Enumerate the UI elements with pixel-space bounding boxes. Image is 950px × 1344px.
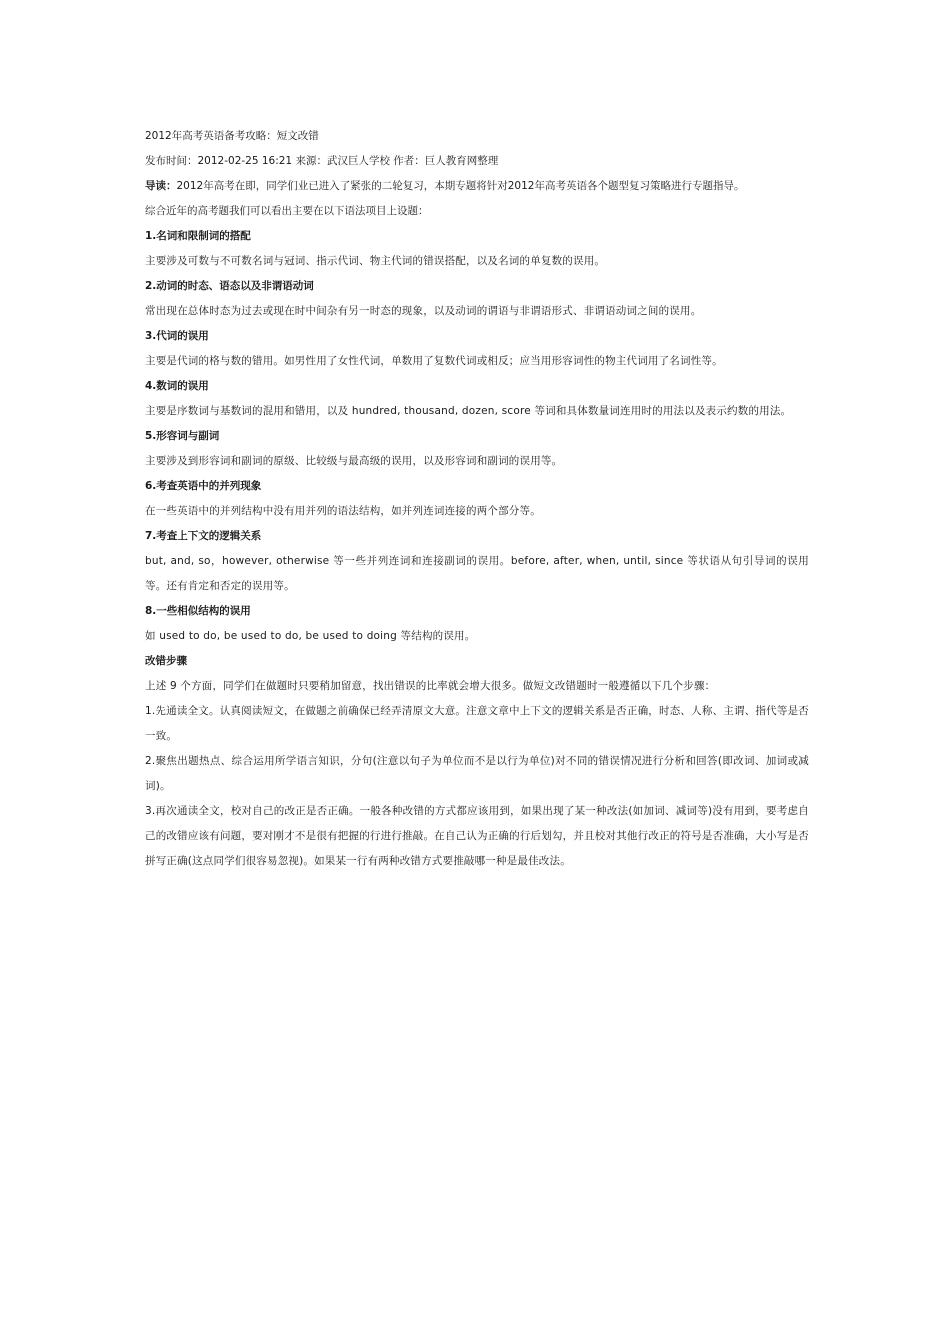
section-heading-1: 1.名词和限制词的搭配: [145, 230, 251, 242]
document-page: [145, 124, 809, 874]
article-title: 2012年高考英语备考攻略：短文改错: [145, 130, 319, 142]
section-heading-7: 7.考查上下文的逻辑关系: [145, 530, 262, 542]
section-heading-8: 8.一些相似结构的误用: [145, 605, 251, 617]
section-text-3: 主要是代词的格与数的错用。如男性用了女性代词，单数用了复数代词或相反；应当用形容词性的物主代词用了名词性等。: [145, 355, 723, 367]
section-text-6: 在一些英语中的并列结构中没有用并列的语法结构，如并列连词连接的两个部分等。: [145, 505, 541, 517]
steps-intro: 上述 9 个方面，同学们在做题时只要稍加留意，找出错误的比率就会增大很多。做短文改错题时一般遵循以下几个步骤：: [145, 680, 716, 692]
article-meta: 发布时间：2012-02-25 16:21 来源：武汉巨人学校 作者：巨人教育网整理: [145, 155, 499, 167]
section-text-5: 主要涉及到形容词和副词的原级、比较级与最高级的误用，以及形容词和副词的误用等。: [145, 455, 563, 467]
article-intro: 综合近年的高考题我们可以看出主要在以下语法项目上设题：: [145, 205, 429, 217]
steps-heading: 改错步骤: [145, 655, 187, 667]
section-heading-5: 5.形容词与副词: [145, 430, 220, 442]
step-3: 3.再次通读全文，校对自己的改正是否正确。一般各种改错的方式都应该用到，如果出现了某一种改法(如加词、减词等)没有用到，要考虑自己的改错应该有问题，要对刚才不是很有把握的行进行推敲。在自己认为正确的行后划勾，并且校对其他行改正的符号是否准确，大小写是否拼写正确(这点同学们很容易忽视)。如果某一行有两种改错方式要推敲哪一种是最佳改法。: [145, 805, 809, 867]
section-text-7: but, and, so，however, otherwise 等一些并列连词和连接副词的误用。before, after, when, until, since 等状语从句引导词的误用等。还有肯定和否定的误用等。: [145, 555, 809, 592]
lead-label: 导读：: [145, 180, 177, 192]
section-text-2: 常出现在总体时态为过去或现在时中间杂有另一时态的现象，以及动词的谓语与非谓语形式、非谓语动词之间的误用。: [145, 305, 702, 317]
section-text-4: 主要是序数词与基数词的混用和错用，以及 hundred, thousand, dozen, score 等词和具体数量词连用时的用法以及表示约数的用法。: [145, 405, 792, 417]
section-heading-3: 3.代词的误用: [145, 330, 209, 342]
section-text-1: 主要涉及可数与不可数名词与冠词、指示代词、物主代词的错误搭配，以及名词的单复数的误用。: [145, 255, 606, 267]
section-heading-6: 6.考查英语中的并列现象: [145, 480, 262, 492]
section-heading-2: 2.动词的时态、语态以及非谓语动词: [145, 280, 314, 292]
section-heading-4: 4.数词的误用: [145, 380, 209, 392]
article-lead: [145, 174, 809, 199]
step-1: 1.先通读全文。认真阅读短文，在做题之前确保已经弄清原文大意。注意文章中上下文的逻辑关系是否正确，时态、人称、主谓、指代等是否一致。: [145, 705, 809, 742]
step-2: 2.聚焦出题热点、综合运用所学语言知识，分句(注意以句子为单位而不是以行为单位)对不同的错误情况进行分析和回答(即改词、加词或减词)。: [145, 755, 809, 792]
lead-text: 2012年高考在即，同学们业已进入了紧张的二轮复习，本期专题将针对2012年高考英语各个题型复习策略进行专题指导。: [176, 180, 745, 192]
section-text-8: 如 used to do, be used to do, be used to doing 等结构的误用。: [145, 630, 476, 642]
